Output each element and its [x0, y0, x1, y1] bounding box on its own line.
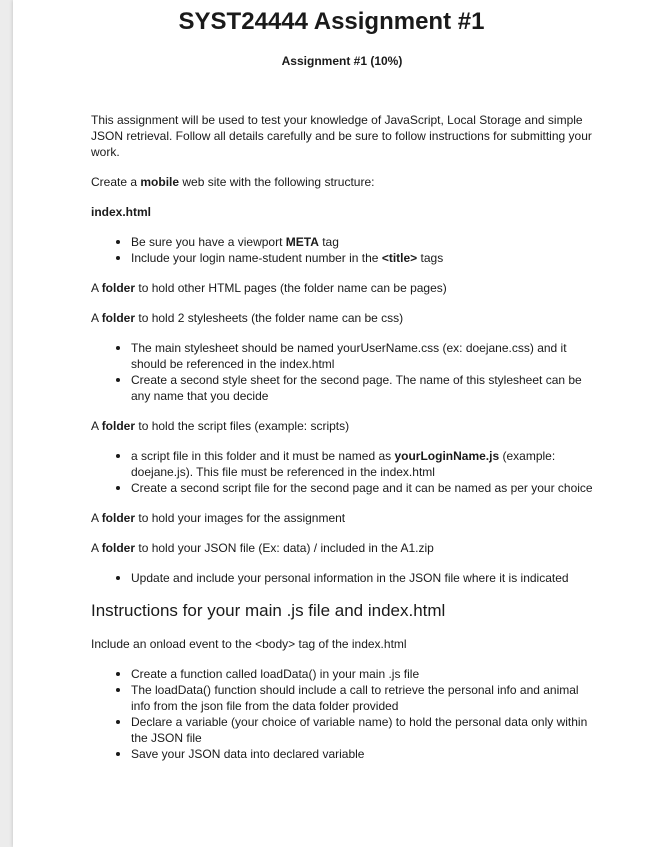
list-item: Create a function called loadData() in your main .js file [131, 666, 601, 682]
document-body [91, 112, 601, 776]
section-heading: Instructions for your main .js file and index.html [91, 601, 446, 620]
list-item: Create a second style sheet for the second page. The name of this stylesheet can be any name that you decide [131, 372, 601, 404]
list-item: Declare a variable (your choice of variable name) to hold the personal data only within the JSON file [131, 714, 601, 746]
list-item-bold: META [285, 235, 319, 249]
list-item: The loadData() function should include a call to retrieve the personal info and animal info from the json file from the data folder provided [131, 682, 601, 714]
list-item: Create a second script file for the second page and it can be named as per your choice [131, 480, 601, 496]
json-list [91, 570, 601, 586]
images-folder-paragraph [91, 510, 601, 526]
list-item-text: tags [417, 251, 444, 265]
a-word: A [91, 511, 102, 525]
folder-bold: folder [101, 541, 136, 555]
index-list [91, 234, 601, 266]
list-item-text: a script file in this folder and it must be named as [131, 449, 395, 463]
list-item-text: Include your login name-student number in the [131, 251, 382, 265]
list-item-text: (example: doejane.js). This file must be referenced in the index.html [131, 449, 556, 479]
list-item: Save your JSON data into declared variable [131, 746, 601, 762]
list-item: The main stylesheet should be named yourUserName.css (ex: doejane.css) and it should be referenced in the index.html [131, 340, 601, 372]
folder-bold: folder [101, 511, 136, 525]
create-paragraph [91, 174, 601, 190]
intro-paragraph: This assignment will be used to test your knowledge of JavaScript, Local Storage and simple JSON retrieval. Follow all details carefully and be sure to follow instructions for submitting your work. [91, 113, 592, 159]
script-list [91, 448, 601, 496]
list-item: Update and include your personal information in the JSON file where it is indicated [131, 570, 601, 586]
create-bold: mobile [140, 175, 180, 189]
list-item-text: Be sure you have a viewport [131, 235, 286, 249]
list-item-bold: <title> [381, 251, 418, 265]
folder-bold: folder [101, 419, 136, 433]
pages-folder-paragraph [91, 280, 601, 296]
onload-paragraph: Include an onload event to the <body> tag of the index.html [91, 637, 407, 651]
main-list [91, 666, 601, 762]
list-item [131, 250, 601, 266]
a-word: A [91, 311, 102, 325]
json-folder-text: to hold your JSON file (Ex: data) / included in the A1.zip [135, 541, 434, 555]
a-word: A [91, 419, 102, 433]
index-heading-text: index.html [91, 205, 152, 219]
create-text: Create a [91, 175, 141, 189]
images-folder-text: to hold your images for the assignment [135, 511, 346, 525]
list-item-text: tag [318, 235, 339, 249]
css-folder-text: to hold 2 stylesheets (the folder name can be css) [135, 311, 404, 325]
script-folder-text: to hold the script files (example: scripts) [135, 419, 350, 433]
folder-bold: folder [101, 311, 136, 325]
create-text-end: web site with the following structure: [179, 175, 375, 189]
pages-folder-text: to hold other HTML pages (the folder name can be pages) [135, 281, 447, 295]
css-list [91, 340, 601, 404]
list-item [131, 448, 601, 480]
folder-bold: folder [101, 281, 136, 295]
css-folder-paragraph [91, 310, 601, 326]
document-subtitle: Assignment #1 (10%) [281, 54, 403, 68]
a-word: A [91, 541, 102, 555]
document-title: SYST24444 Assignment #1 [178, 8, 485, 35]
index-heading [91, 204, 601, 220]
json-folder-paragraph [91, 540, 601, 556]
a-word: A [91, 281, 102, 295]
list-item [131, 234, 601, 250]
script-folder-paragraph [91, 418, 601, 434]
list-item-bold: yourLoginName.js [394, 449, 500, 463]
